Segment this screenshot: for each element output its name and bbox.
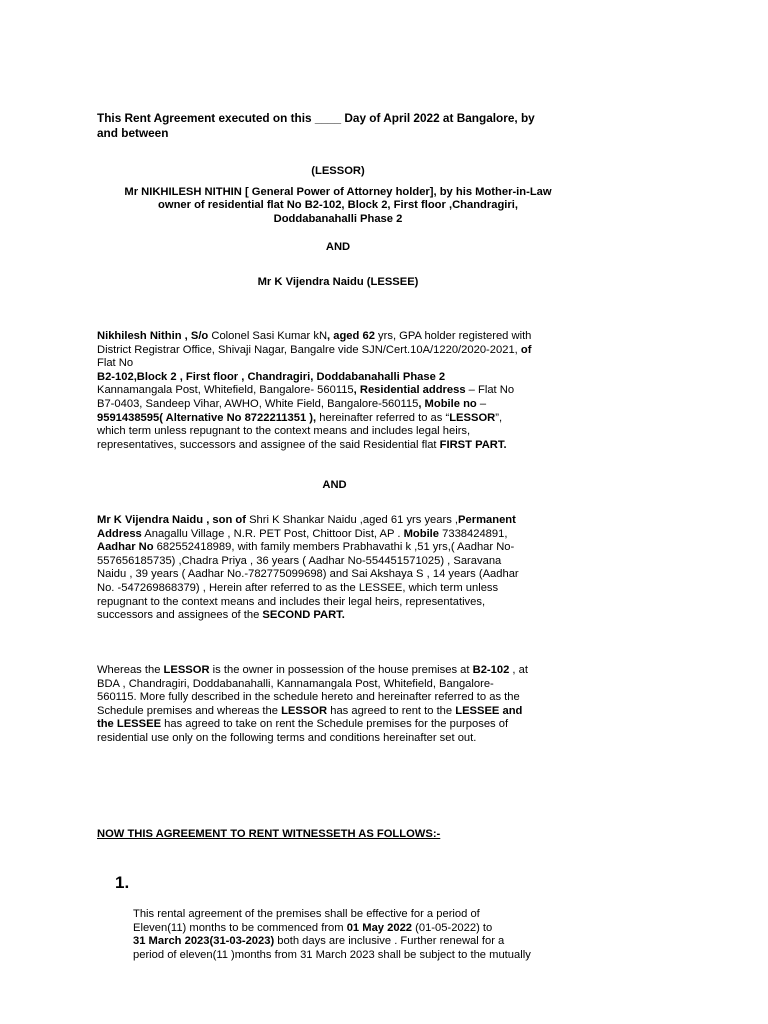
text-run: 557656185735) ,Chadra Priya , 36 years ( Aadhar No-554451571025) , Saravana — [97, 554, 502, 567]
text-run: No. -547269868379) , Herein after referred to as the LESSEE, which term unless — [97, 581, 499, 594]
text-run: Whereas the — [97, 664, 164, 676]
start-date: 01 May 2022 — [346, 921, 413, 934]
second-part: SECOND PART. — [262, 609, 345, 622]
mobile-number: 9591438595( Alternative No 8722211351 ), — [97, 411, 317, 424]
lessor-heading-line: owner of residential flat No B2-102, Block 2, First floor ,Chandragiri, — [158, 199, 518, 212]
text-run: Colonel Sasi Kumar kN — [208, 330, 328, 342]
witnesseth-heading — [97, 828, 579, 842]
mobile-label: Mobile — [403, 527, 440, 540]
lessee-term: LESSEE and — [455, 704, 523, 717]
text-run: yrs, GPA holder registered with — [374, 330, 532, 342]
text-run: B7-0403, Sandeep Vihar, AWHO, White Field, Bangalore-560115 — [97, 397, 419, 410]
text-run: of — [517, 343, 532, 356]
lessor-name: Nikhilesh Nithin , S/o — [97, 330, 209, 342]
text-run: has agreed to rent to the — [327, 704, 456, 717]
text-run: 682552418989, with family members Prabhavathi k ,51 yrs,( Aadhar No- — [153, 541, 515, 554]
text-run: Eleven(11) months to be commenced from — [133, 921, 347, 934]
text-run: 7338424891, — [439, 527, 508, 540]
text-run: Shri K Shankar Naidu ,aged 61 yrs years , — [245, 514, 459, 526]
text-run: successors and assignees of the — [97, 609, 263, 622]
text-run: repugnant to the context means and includes their legal heirs, representatives, — [97, 595, 486, 608]
flat-number: B2-102 — [472, 664, 510, 676]
residential-address-label: , Residential address — [353, 384, 466, 397]
text-run: ”, — [495, 411, 503, 424]
text-run: Kannamangala Post, Whitefield, Bangalore- 560115 — [97, 384, 354, 397]
clause-1-text — [133, 908, 578, 962]
text-run: , at — [509, 664, 528, 676]
intro-paragraph — [97, 111, 567, 141]
whereas-paragraph — [97, 664, 582, 746]
lessor-age: , aged 62 — [327, 330, 375, 342]
and-text: AND — [322, 479, 347, 491]
end-date: 31 March 2023(31-03-2023) — [133, 935, 275, 948]
text-run: (01-05-2022) to — [412, 921, 493, 934]
lessor-heading-line: Doddabanahalli Phase 2 — [273, 212, 403, 225]
text-run: which term unless repugnant to the context means and includes legal heirs, — [97, 425, 471, 438]
lessor-heading — [97, 165, 579, 226]
text-run: This rental agreement of the premises shall be effective for a period of — [133, 908, 480, 920]
lessee-paragraph — [97, 514, 572, 623]
lessor-heading-line: Mr NIKHILESH NITHIN [ General Power of Attorney holder], by his Mother-in-Law — [124, 185, 552, 198]
text-run: – Flat No — [465, 384, 515, 397]
text-run: Schedule premises and whereas the — [97, 704, 282, 717]
text-run: representatives, successors and assignee of the said Residential flat — [97, 438, 440, 451]
text-run: – — [476, 397, 487, 410]
first-part: FIRST PART. — [439, 438, 507, 451]
lessor-term: LESSOR — [449, 411, 496, 424]
text-run: hereinafter referred to as “ — [316, 411, 450, 424]
mobile-label: , Mobile no — [418, 397, 477, 410]
text-run: 560115. More fully described in the schedule hereto and hereinafter referred to as the — [97, 691, 520, 704]
lessee-term: the LESSEE — [97, 718, 162, 731]
text-run: is the owner in possession of the house premises at — [209, 664, 473, 676]
aadhar-label: Aadhar No — [97, 541, 154, 554]
text-run: Anagallu Village , N.R. PET Post, Chittoor Dist, AP . — [141, 527, 404, 540]
address-label: Address — [97, 527, 142, 540]
permanent-label: Permanent — [458, 514, 516, 526]
text-run: has agreed to take on rent the Schedule premises for the purposes of — [161, 718, 509, 731]
lessee-heading-text: Mr K Vijendra Naidu (LESSEE) — [257, 276, 419, 288]
text-run: both days are inclusive . Further renewal for a — [274, 935, 505, 948]
lessor-label: (LESSOR) — [311, 165, 365, 177]
text-run: District Registrar Office, Shivaji Nagar, Bangalre vide SJN/Cert.10A/1220/2020-2021, — [97, 343, 518, 356]
text-run: BDA , Chandragiri, Doddabanahalli, Kannamangala Post, Whitefield, Bangalore- — [97, 677, 494, 690]
clause-number: 1. — [115, 873, 130, 892]
lessor-term: LESSOR — [163, 664, 210, 676]
text-run: residential use only on the following terms and conditions hereinafter set out. — [97, 731, 477, 744]
text-run: Flat No — [97, 357, 134, 370]
and-separator — [97, 241, 579, 255]
and-text: AND — [325, 241, 351, 253]
lessee-heading — [97, 276, 579, 290]
flat-address: B2-102,Block 2 , First floor , Chandragiri, Doddabanahalli Phase 2 — [97, 370, 446, 383]
intro-line: and between — [97, 125, 169, 140]
text-run: Naidu , 39 years ( Aadhar No.-782775099698) and Sai Akshaya S , 14 years (Aadhar — [97, 568, 519, 581]
lessor-term: LESSOR — [281, 704, 328, 717]
intro-line: This Rent Agreement executed on this ____ Day of April 2022 at Bangalore, by — [97, 111, 535, 125]
lessor-paragraph — [97, 330, 582, 452]
and-separator — [97, 479, 572, 493]
text-run: period of eleven(11 )months from 31 March 2023 shall be subject to the mutually — [133, 948, 531, 961]
lessee-name: Mr K Vijendra Naidu , son of — [97, 514, 246, 526]
witnesseth-text: NOW THIS AGREEMENT TO RENT WITNESSETH AS FOLLOWS:- — [97, 828, 441, 840]
